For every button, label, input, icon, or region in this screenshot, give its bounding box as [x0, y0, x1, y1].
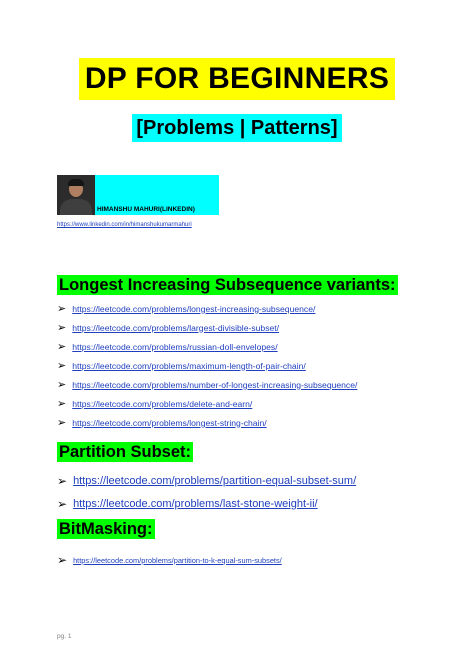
link-list-partition-subset — [57, 469, 356, 515]
arrow-bullet-icon: ➢ — [57, 360, 67, 372]
problem-link[interactable]: https://leetcode.com/problems/longest-string-chain/ — [72, 417, 267, 428]
link-list-bitmasking — [57, 551, 282, 569]
list-item — [57, 299, 357, 318]
document-title: DP FOR BEGINNERS — [79, 58, 395, 100]
problem-link[interactable]: https://leetcode.com/problems/delete-and-earn/ — [72, 398, 253, 409]
list-item — [57, 492, 356, 515]
arrow-bullet-icon: ➢ — [57, 553, 68, 567]
subtitle-container — [0, 114, 474, 142]
arrow-bullet-icon: ➢ — [57, 379, 67, 391]
list-item — [57, 469, 356, 492]
problem-link[interactable]: https://leetcode.com/problems/maximum-length-of-pair-chain/ — [72, 360, 306, 371]
problem-link[interactable]: https://leetcode.com/problems/partition-to-k-equal-sum-subsets/ — [73, 555, 282, 565]
arrow-bullet-icon: ➢ — [57, 473, 68, 488]
list-item — [57, 337, 357, 356]
avatar — [57, 175, 95, 215]
list-item — [57, 375, 357, 394]
arrow-bullet-icon: ➢ — [57, 417, 67, 429]
list-item — [57, 356, 357, 375]
list-item — [57, 318, 357, 337]
page-number: pg. 1 — [57, 633, 72, 640]
list-item — [57, 413, 357, 432]
document-subtitle: [Problems | Patterns] — [132, 114, 341, 142]
problem-link[interactable]: https://leetcode.com/problems/number-of-longest-increasing-subsequence/ — [72, 379, 358, 390]
link-list-lis — [57, 299, 357, 432]
problem-link[interactable]: https://leetcode.com/problems/longest-increasing-subsequence/ — [72, 303, 316, 314]
problem-link[interactable]: https://leetcode.com/problems/last-stone-weight-ii/ — [73, 497, 318, 510]
author-block — [57, 175, 219, 215]
problem-link[interactable]: https://leetcode.com/problems/partition-equal-subset-sum/ — [73, 474, 357, 487]
section-heading-bitmasking: BitMasking: — [59, 520, 153, 538]
section-heading-lis: Longest Increasing Subsequence variants: — [59, 276, 396, 294]
section-heading-partition-subset: Partition Subset: — [59, 443, 192, 461]
arrow-bullet-icon: ➢ — [57, 303, 67, 315]
arrow-bullet-icon: ➢ — [57, 341, 67, 353]
problem-link[interactable]: https://leetcode.com/problems/largest-divisible-subset/ — [72, 322, 280, 333]
problem-link[interactable]: https://leetcode.com/problems/russian-doll-envelopes/ — [72, 341, 278, 352]
author-name: HIMANSHU MAHURI(LINKEDIN) — [95, 175, 219, 215]
list-item — [57, 551, 282, 569]
arrow-bullet-icon: ➢ — [57, 322, 67, 334]
arrow-bullet-icon: ➢ — [57, 398, 67, 410]
linkedin-profile-link[interactable]: https://www.linkedin.com/in/himanshukumarmahuri — [57, 222, 192, 228]
title-container — [0, 58, 474, 100]
list-item — [57, 394, 357, 413]
arrow-bullet-icon: ➢ — [57, 496, 68, 511]
